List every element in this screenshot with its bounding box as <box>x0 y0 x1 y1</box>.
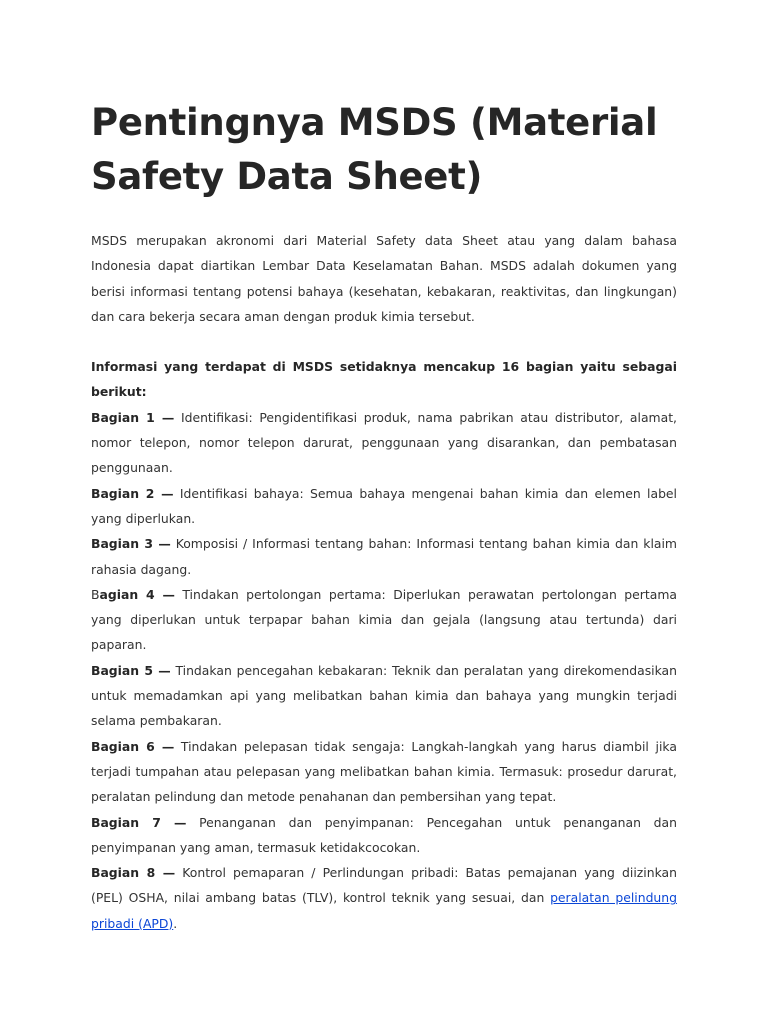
section-item-5 <box>91 658 677 734</box>
section-item-8 <box>91 860 677 936</box>
section-item-7 <box>91 810 677 861</box>
section-item-4 <box>91 582 677 658</box>
section-label: Bagian 2 — <box>91 485 174 501</box>
section-text: Identifikasi bahaya: Semua bahaya mengenai bahan kimia dan elemen label yang diperlukan. <box>91 485 677 526</box>
section-item-6 <box>91 734 677 810</box>
section-text: Penanganan dan penyimpanan: Pencegahan untuk penanganan dan penyimpanan yang aman, termasuk ketidakcocokan. <box>91 814 677 855</box>
section-label-initial: B <box>91 586 100 602</box>
section-label: Bagian 5 — <box>91 662 171 678</box>
article-title: Pentingnya MSDS (Material Safety Data Sheet) <box>91 101 658 198</box>
section-text: Komposisi / Informasi tentang bahan: Informasi tentang bahan kimia dan klaim rahasia dagang. <box>91 536 677 577</box>
section-text-end: . <box>173 915 178 931</box>
section-text: Tindakan pertolongan pertama: Diperlukan perawatan pertolongan pertama yang diperlukan untuk terpapar bahan kimia dan gejala (langsung atau tertunda) dari paparan. <box>91 586 677 653</box>
article <box>91 96 677 936</box>
section-text: Kontrol pemaparan / Perlindungan pribadi: Batas pemajanan yang diizinkan (PEL) OSHA, nilai ambang batas (TLV), kontrol teknik yang sesuai, dan <box>91 865 677 906</box>
section-label: Bagian 8 — <box>91 865 176 881</box>
sections-lead: Informasi yang terdapat di MSDS setidaknya mencakup 16 bagian yaitu sebagai berikut: <box>91 359 677 400</box>
section-label: Bagian 7 — <box>91 814 187 830</box>
section-label: agian 4 — <box>99 586 175 602</box>
section-text: Identifikasi: Pengidentifikasi produk, nama pabrikan atau distributor, alamat, nomor telepon, nomor telepon darurat, penggunaan yang disarankan, dan pembatasan penggunaan. <box>91 409 677 476</box>
section-label: Bagian 3 — <box>91 536 171 552</box>
section-item-2 <box>91 481 677 532</box>
section-item-3 <box>91 531 677 582</box>
section-label: Bagian 1 — <box>91 409 175 425</box>
intro-paragraph: MSDS merupakan akronomi dari Material Safety data Sheet atau yang dalam bahasa Indonesia dapat diartikan Lembar Data Keselamatan Bahan. MSDS adalah dokumen yang berisi informasi tentang potensi bahaya (kesehatan, kebakaran, reaktivitas, dan lingkungan) dan cara bekerja secara aman dengan produk kimia tersebut. <box>91 233 677 324</box>
section-text: Tindakan pelepasan tidak sengaja: Langkah-langkah yang harus diambil jika terjadi tumpahan atau pelepasan yang melibatkan bahan kimia. Termasuk: prosedur darurat, peralatan pelindung dan metode penahanan dan pembersihan yang tepat. <box>91 738 677 805</box>
ppe-link[interactable]: peralatan pelindung pribadi (APD) <box>91 890 677 931</box>
section-text: Tindakan pencegahan kebakaran: Teknik dan peralatan yang direkomendasikan untuk memadamkan api yang melibatkan bahan kimia dan bahaya yang mungkin terjadi selama pembakaran. <box>91 662 677 729</box>
section-label: Bagian 6 — <box>91 738 175 754</box>
section-item-1 <box>91 405 677 481</box>
